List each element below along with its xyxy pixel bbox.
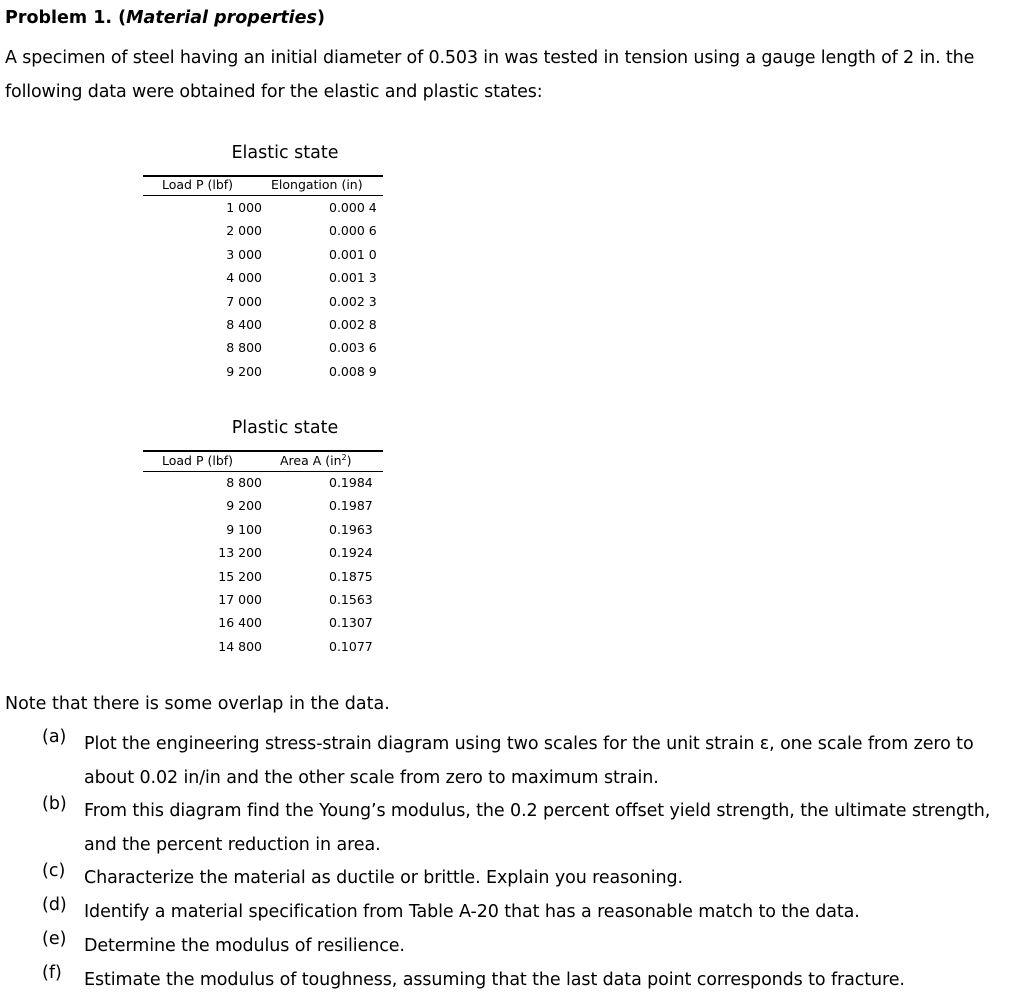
- question-text: Estimate the modulus of toughness, assuming that the last data point corresponds to fracture.: [84, 970, 905, 990]
- plastic-load-cell: 9 200: [226, 498, 262, 514]
- plastic-header-area-text: Area A (in: [280, 453, 342, 469]
- plastic-load-cell: 15 200: [218, 568, 262, 584]
- elastic-load-cell: 9 200: [226, 363, 262, 379]
- plastic-value-cell: 0.1984: [329, 475, 373, 490]
- elastic-value-cell: 0.002 8: [329, 317, 377, 332]
- question-label: (c): [42, 861, 66, 881]
- elastic-table-header-rule: [143, 195, 383, 196]
- elastic-value-cell: 0.002 3: [329, 293, 377, 309]
- question-label: (d): [42, 895, 67, 915]
- elastic-load-cell: 2 000: [226, 223, 262, 239]
- plastic-load-cell: 8 800: [226, 475, 262, 490]
- plastic-load-cell: 17 000: [218, 592, 262, 607]
- question-text: From this diagram find the Young’s modulus, the 0.2 percent offset yield strength, the ultimate strength, and the percent reduction in area.: [84, 801, 991, 855]
- overlap-note: Note that there is some overlap in the data.: [5, 694, 390, 714]
- question-label: (e): [42, 929, 67, 949]
- question-text: Characterize the material as ductile or brittle. Explain you reasoning.: [84, 868, 683, 888]
- elastic-load-cell: 4 000: [226, 270, 262, 286]
- elastic-value-cell: 0.001 0: [329, 246, 377, 262]
- plastic-header-load: Load P (lbf): [162, 453, 234, 468]
- problem-intro: A specimen of steel having an initial diameter of 0.503 in was tested in tension using a gauge length of 2 in. the following data were obtained for the elastic and plastic states:: [5, 48, 975, 102]
- plastic-value-cell: 0.1875: [329, 568, 373, 584]
- elastic-load-cell: 7 000: [226, 293, 262, 309]
- plastic-load-cell: 9 100: [226, 521, 262, 537]
- problem-subject: Material properties: [126, 8, 317, 28]
- elastic-load-cell: 8 800: [226, 340, 262, 356]
- elastic-header-load: Load P (lbf): [162, 177, 234, 192]
- elastic-table: [143, 143, 383, 383]
- question-label: (a): [42, 727, 67, 747]
- elastic-table-title: Elastic state: [231, 143, 339, 163]
- elastic-value-cell: 0.008 9: [329, 363, 377, 379]
- elastic-value-cell: 0.001 3: [329, 270, 377, 286]
- plastic-value-cell: 0.1307: [329, 615, 373, 631]
- plastic-load-cell: 16 400: [218, 615, 262, 631]
- plastic-table-top-rule: [143, 450, 383, 452]
- plastic-table: [143, 418, 383, 658]
- elastic-value-cell: 0.000 4: [329, 200, 377, 215]
- elastic-load-cell: 1 000: [226, 200, 262, 215]
- elastic-header-elongation: Elongation (in): [271, 177, 363, 192]
- elastic-load-cell: 3 000: [226, 246, 262, 262]
- plastic-value-cell: 0.1987: [329, 498, 373, 514]
- question-label: (f): [42, 963, 62, 983]
- question-label: (b): [42, 794, 67, 814]
- plastic-table-header-rule: [143, 471, 383, 472]
- elastic-load-cell: 8 400: [226, 317, 262, 332]
- plastic-load-cell: 13 200: [218, 545, 262, 561]
- plastic-header-area-sup: 2: [341, 453, 347, 462]
- problem-heading: [5, 8, 325, 28]
- plastic-table-title: Plastic state: [231, 418, 339, 438]
- plastic-header-area: [280, 453, 352, 468]
- question-text: Identify a material specification from Table A-20 that has a reasonable match to the data.: [84, 902, 860, 922]
- problem-label: Problem 1. (: [5, 8, 127, 28]
- elastic-value-cell: 0.000 6: [329, 223, 377, 239]
- plastic-value-cell: 0.1924: [329, 545, 373, 561]
- question-text: Determine the modulus of resilience.: [84, 936, 405, 956]
- plastic-value-cell: 0.1563: [329, 592, 373, 607]
- elastic-value-cell: 0.003 6: [329, 340, 377, 356]
- plastic-header-area-close: ): [346, 453, 352, 469]
- plastic-value-cell: 0.1963: [329, 521, 373, 537]
- problem-close: ): [316, 8, 325, 28]
- plastic-value-cell: 0.1077: [329, 638, 373, 654]
- plastic-load-cell: 14 800: [218, 638, 262, 654]
- question-text: Plot the engineering stress-strain diagram using two scales for the unit strain ε, one scale from zero to about 0.02 in/in and the other scale from zero to maximum strain.: [84, 734, 974, 788]
